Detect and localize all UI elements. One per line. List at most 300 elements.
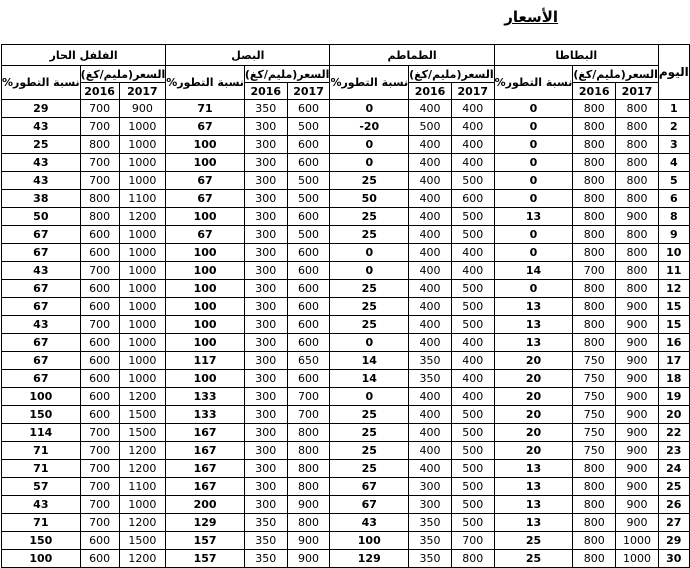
- price-cell: 1000: [119, 226, 166, 244]
- pct-cell: 67: [2, 244, 81, 262]
- pct-cell: 129: [330, 550, 409, 568]
- price-cell: 600: [80, 550, 119, 568]
- pct-cell: 150: [2, 532, 81, 550]
- price-cell: 700: [80, 118, 119, 136]
- price-cell: 400: [409, 172, 452, 190]
- price-cell: 900: [119, 100, 166, 118]
- table-row: [2, 154, 690, 172]
- price-cell: 500: [451, 514, 494, 532]
- price-cell: 500: [451, 316, 494, 334]
- price-cell: 400: [451, 136, 494, 154]
- price-cell: 800: [573, 136, 616, 154]
- price-cell: 600: [287, 334, 330, 352]
- price-cell: 400: [409, 154, 452, 172]
- price-cell: 500: [451, 442, 494, 460]
- price-cell: 900: [616, 424, 659, 442]
- price-cell: 600: [287, 136, 330, 154]
- pct-cell: 13: [494, 298, 573, 316]
- day-cell: 22: [658, 424, 689, 442]
- pct-cell: 71: [166, 100, 245, 118]
- pct-cell: 25: [330, 316, 409, 334]
- price-cell: 600: [287, 298, 330, 316]
- price-cell: 800: [616, 280, 659, 298]
- price-cell: 1500: [119, 406, 166, 424]
- price-cell: 1200: [119, 514, 166, 532]
- pct-cell: 67: [166, 172, 245, 190]
- pct-cell: 67: [330, 496, 409, 514]
- price-cell: 1000: [119, 352, 166, 370]
- price-cell: 400: [451, 388, 494, 406]
- pct-cell: 43: [330, 514, 409, 532]
- price-cell: 1000: [616, 532, 659, 550]
- pct-cell: 20: [494, 442, 573, 460]
- table-row: [2, 406, 690, 424]
- pct-cell: 67: [2, 352, 81, 370]
- pct-cell: 100: [2, 550, 81, 568]
- pct-cell: 67: [2, 298, 81, 316]
- price-cell: 1000: [119, 370, 166, 388]
- pct-cell: 43: [2, 154, 81, 172]
- price-cell: 800: [616, 244, 659, 262]
- pct-cell: 20: [494, 370, 573, 388]
- price-cell: 600: [287, 100, 330, 118]
- price-cell: 400: [409, 388, 452, 406]
- price-header: السعر(مليم/كغ): [80, 67, 166, 81]
- price-cell: 350: [409, 370, 452, 388]
- price-cell: 400: [409, 208, 452, 226]
- table-row: [2, 244, 690, 262]
- price-cell: 300: [244, 478, 287, 496]
- pct-cell: 100: [166, 244, 245, 262]
- day-cell: 9: [658, 226, 689, 244]
- pct-header: نسبة التطور%: [2, 66, 81, 100]
- price-cell: 500: [451, 460, 494, 478]
- pct-cell: 167: [166, 424, 245, 442]
- price-cell: 400: [451, 118, 494, 136]
- pct-cell: 13: [494, 334, 573, 352]
- price-cell: 1000: [119, 496, 166, 514]
- price-cell: 900: [616, 316, 659, 334]
- price-cell: 600: [451, 190, 494, 208]
- day-cell: 15: [658, 316, 689, 334]
- price-header: السعر(مليم/كغ): [409, 67, 494, 81]
- pct-cell: 0: [494, 100, 573, 118]
- vegetable-header-onion: البصل: [166, 45, 330, 66]
- day-cell: 8: [658, 208, 689, 226]
- price-cell: 400: [409, 190, 452, 208]
- day-cell: 18: [658, 370, 689, 388]
- table-row: [2, 370, 690, 388]
- price-cell: 900: [616, 370, 659, 388]
- vegetable-header-hot-pepper: الفلفل الحار: [2, 45, 166, 66]
- day-cell: 26: [658, 496, 689, 514]
- vegetable-header-potato: البطاطا: [494, 45, 658, 66]
- price-cell: 300: [244, 316, 287, 334]
- pct-cell: 0: [330, 262, 409, 280]
- price-cell: 700: [80, 478, 119, 496]
- table-body: [2, 100, 690, 568]
- year-2017-header: 2017: [451, 83, 494, 100]
- price-cell: 300: [244, 262, 287, 280]
- price-cell: 600: [287, 244, 330, 262]
- price-header: السعر(مليم/كغ): [573, 67, 658, 81]
- price-cell: 300: [244, 190, 287, 208]
- day-cell: 30: [658, 550, 689, 568]
- price-cell: 800: [616, 136, 659, 154]
- price-cell: 1000: [119, 244, 166, 262]
- price-header: السعر(مليم/كغ): [244, 67, 330, 81]
- price-cell: 350: [409, 352, 452, 370]
- pct-cell: 100: [166, 370, 245, 388]
- price-cell: 500: [451, 280, 494, 298]
- price-cell: 1000: [119, 280, 166, 298]
- price-cell: 300: [409, 496, 452, 514]
- price-cell: 900: [616, 478, 659, 496]
- table-row: [2, 280, 690, 298]
- year-2016-header: 2016: [573, 83, 616, 100]
- pct-cell: 20: [494, 352, 573, 370]
- price-cell: 400: [409, 100, 452, 118]
- pct-cell: 25: [494, 532, 573, 550]
- price-cell: 800: [573, 496, 616, 514]
- table-row: [2, 550, 690, 568]
- price-cell: 300: [244, 424, 287, 442]
- pct-cell: 13: [494, 460, 573, 478]
- day-cell: 23: [658, 442, 689, 460]
- price-cell: 600: [80, 280, 119, 298]
- price-cell: 300: [409, 478, 452, 496]
- pct-cell: 100: [2, 388, 81, 406]
- price-cell: 800: [287, 442, 330, 460]
- pct-cell: 25: [2, 136, 81, 154]
- price-cell: 800: [616, 190, 659, 208]
- price-cell: 400: [409, 262, 452, 280]
- price-cell: 300: [244, 280, 287, 298]
- pct-cell: 0: [330, 388, 409, 406]
- pct-cell: 100: [166, 262, 245, 280]
- pct-cell: 20: [494, 406, 573, 424]
- pct-cell: 14: [494, 262, 573, 280]
- price-cell: 300: [244, 208, 287, 226]
- pct-cell: 0: [330, 334, 409, 352]
- pct-cell: 67: [166, 190, 245, 208]
- day-cell: 4: [658, 154, 689, 172]
- pct-cell: 50: [330, 190, 409, 208]
- price-cell: 700: [80, 496, 119, 514]
- price-cell: 1000: [119, 298, 166, 316]
- price-cell: 400: [451, 154, 494, 172]
- price-cell: 800: [80, 208, 119, 226]
- price-cell: 900: [616, 442, 659, 460]
- pct-header: نسبة التطور%: [494, 66, 573, 100]
- price-cell: 700: [573, 262, 616, 280]
- price-cell: 500: [409, 118, 452, 136]
- price-cell: 400: [451, 352, 494, 370]
- pct-cell: 13: [494, 208, 573, 226]
- pct-cell: 43: [2, 172, 81, 190]
- price-cell: 300: [244, 244, 287, 262]
- price-cell: 800: [573, 100, 616, 118]
- price-cell: 1000: [119, 262, 166, 280]
- pct-cell: 0: [494, 118, 573, 136]
- pct-cell: 14: [330, 352, 409, 370]
- price-cell: 350: [244, 550, 287, 568]
- price-cell: 500: [287, 190, 330, 208]
- pct-cell: 20: [494, 424, 573, 442]
- price-cell: 750: [573, 370, 616, 388]
- price-cell: 400: [409, 460, 452, 478]
- price-cell: 600: [287, 208, 330, 226]
- price-cell: 900: [287, 550, 330, 568]
- day-cell: 11: [658, 262, 689, 280]
- pct-cell: 20: [494, 388, 573, 406]
- pct-cell: 0: [494, 280, 573, 298]
- pct-cell: 25: [330, 280, 409, 298]
- pct-cell: 38: [2, 190, 81, 208]
- price-cell: 600: [80, 370, 119, 388]
- table-row: [2, 100, 690, 118]
- price-cell: 600: [80, 388, 119, 406]
- pct-cell: 167: [166, 460, 245, 478]
- pct-cell: 0: [330, 244, 409, 262]
- price-cell: 900: [616, 334, 659, 352]
- price-cell: 300: [244, 118, 287, 136]
- year-2017-header: 2017: [119, 83, 166, 100]
- price-cell: 800: [573, 514, 616, 532]
- day-cell: 12: [658, 280, 689, 298]
- price-cell: 400: [409, 298, 452, 316]
- price-cell: 600: [80, 298, 119, 316]
- table-row: [2, 172, 690, 190]
- price-cell: 800: [573, 532, 616, 550]
- price-cell: 400: [451, 244, 494, 262]
- pct-cell: 43: [2, 496, 81, 514]
- table-row: [2, 460, 690, 478]
- table-row: [2, 136, 690, 154]
- table-row: [2, 424, 690, 442]
- table-row: [2, 442, 690, 460]
- price-cell: 500: [451, 226, 494, 244]
- year-2016-header: 2016: [80, 83, 119, 100]
- price-cell: 300: [244, 352, 287, 370]
- table-row: [2, 208, 690, 226]
- prices-table: [1, 44, 690, 568]
- price-cell: 1500: [119, 424, 166, 442]
- price-cell: 750: [573, 406, 616, 424]
- pct-cell: 43: [2, 316, 81, 334]
- price-cell: 700: [80, 100, 119, 118]
- price-cell: 1000: [616, 550, 659, 568]
- price-cell: 800: [573, 118, 616, 136]
- pct-cell: 117: [166, 352, 245, 370]
- price-cell: 800: [573, 298, 616, 316]
- price-cell: 900: [616, 496, 659, 514]
- pct-cell: 200: [166, 496, 245, 514]
- price-cell: 800: [573, 280, 616, 298]
- pct-cell: 25: [330, 406, 409, 424]
- price-cell: 700: [287, 406, 330, 424]
- price-cell: 500: [451, 478, 494, 496]
- pct-cell: 25: [330, 442, 409, 460]
- pct-cell: 13: [494, 496, 573, 514]
- price-cell: 1000: [119, 172, 166, 190]
- price-cell: 900: [616, 352, 659, 370]
- price-cell: 1000: [119, 154, 166, 172]
- year-2017-header: 2017: [287, 83, 330, 100]
- price-cell: 800: [287, 514, 330, 532]
- day-cell: 2: [658, 118, 689, 136]
- year-2016-header: 2016: [244, 83, 287, 100]
- price-cell: 800: [616, 262, 659, 280]
- price-cell: 400: [409, 406, 452, 424]
- day-cell: 25: [658, 478, 689, 496]
- pct-cell: 0: [494, 190, 573, 208]
- price-cell: 300: [244, 442, 287, 460]
- pct-cell: 100: [166, 136, 245, 154]
- price-cell: 700: [80, 172, 119, 190]
- page-title: الأسعار: [504, 8, 558, 26]
- pct-cell: 150: [2, 406, 81, 424]
- price-cell: 1000: [119, 316, 166, 334]
- price-cell: 600: [80, 532, 119, 550]
- pct-cell: 67: [2, 226, 81, 244]
- pct-cell: 157: [166, 550, 245, 568]
- pct-cell: 100: [330, 532, 409, 550]
- pct-cell: 0: [330, 100, 409, 118]
- price-cell: 400: [451, 100, 494, 118]
- day-cell: 1: [658, 100, 689, 118]
- table-row: [2, 478, 690, 496]
- pct-cell: 0: [494, 226, 573, 244]
- price-cell: 800: [573, 550, 616, 568]
- price-cell: 300: [244, 172, 287, 190]
- pct-cell: 157: [166, 532, 245, 550]
- price-cell: 600: [80, 406, 119, 424]
- price-cell: 350: [244, 100, 287, 118]
- price-cell: 400: [409, 442, 452, 460]
- price-cell: 600: [80, 244, 119, 262]
- price-cell: 900: [616, 208, 659, 226]
- pct-cell: 67: [2, 370, 81, 388]
- price-cell: 400: [451, 370, 494, 388]
- pct-cell: 13: [494, 316, 573, 334]
- price-cell: 800: [80, 190, 119, 208]
- price-cell: 600: [287, 316, 330, 334]
- pct-cell: 67: [2, 334, 81, 352]
- day-cell: 20: [658, 406, 689, 424]
- price-cell: 400: [409, 316, 452, 334]
- price-cell: 800: [573, 154, 616, 172]
- pct-cell: 0: [494, 154, 573, 172]
- pct-cell: 133: [166, 406, 245, 424]
- price-cell: 900: [616, 514, 659, 532]
- price-cell: 700: [80, 442, 119, 460]
- day-column-header: اليوم: [658, 45, 689, 100]
- table-row: [2, 298, 690, 316]
- pct-cell: 43: [2, 262, 81, 280]
- price-cell: 800: [573, 244, 616, 262]
- price-cell: 400: [409, 226, 452, 244]
- pct-cell: 13: [494, 514, 573, 532]
- price-cell: 500: [451, 208, 494, 226]
- price-cell: 750: [573, 442, 616, 460]
- price-cell: 750: [573, 388, 616, 406]
- price-cell: 800: [573, 316, 616, 334]
- year-2016-header: 2016: [409, 83, 452, 100]
- pct-cell: 67: [166, 226, 245, 244]
- price-cell: 700: [80, 316, 119, 334]
- price-cell: 350: [409, 514, 452, 532]
- pct-cell: 25: [330, 226, 409, 244]
- pct-cell: 71: [2, 514, 81, 532]
- pct-cell: 100: [166, 334, 245, 352]
- price-cell: 800: [573, 334, 616, 352]
- table-row: [2, 532, 690, 550]
- pct-cell: 71: [2, 460, 81, 478]
- price-cell: 800: [80, 136, 119, 154]
- price-cell: 900: [287, 496, 330, 514]
- price-cell: 600: [80, 226, 119, 244]
- price-cell: 800: [616, 100, 659, 118]
- price-cell: 900: [616, 388, 659, 406]
- pct-cell: 25: [330, 298, 409, 316]
- price-cell: 800: [287, 424, 330, 442]
- price-cell: 800: [287, 460, 330, 478]
- pct-cell: 67: [166, 118, 245, 136]
- price-cell: 900: [287, 532, 330, 550]
- pct-cell: 0: [494, 172, 573, 190]
- price-cell: 650: [287, 352, 330, 370]
- price-cell: 1100: [119, 190, 166, 208]
- pct-cell: 29: [2, 100, 81, 118]
- pct-cell: 25: [330, 172, 409, 190]
- price-cell: 800: [573, 226, 616, 244]
- price-cell: 500: [451, 406, 494, 424]
- price-cell: 300: [244, 298, 287, 316]
- price-cell: 300: [244, 388, 287, 406]
- price-cell: 350: [409, 532, 452, 550]
- price-cell: 300: [244, 226, 287, 244]
- table-row: [2, 514, 690, 532]
- price-cell: 800: [451, 550, 494, 568]
- pct-cell: 129: [166, 514, 245, 532]
- pct-cell: 25: [494, 550, 573, 568]
- price-cell: 800: [573, 478, 616, 496]
- pct-cell: 57: [2, 478, 81, 496]
- pct-header: نسبة التطور%: [166, 66, 245, 100]
- price-cell: 700: [80, 514, 119, 532]
- table-row: [2, 316, 690, 334]
- pct-cell: 133: [166, 388, 245, 406]
- price-cell: 600: [287, 370, 330, 388]
- price-cell: 300: [244, 334, 287, 352]
- day-cell: 19: [658, 388, 689, 406]
- price-cell: 400: [409, 244, 452, 262]
- price-cell: 400: [409, 334, 452, 352]
- pct-cell: 13: [494, 478, 573, 496]
- price-cell: 1500: [119, 532, 166, 550]
- price-cell: 600: [80, 334, 119, 352]
- price-cell: 800: [573, 460, 616, 478]
- price-cell: 900: [616, 406, 659, 424]
- price-cell: 800: [287, 478, 330, 496]
- price-cell: 1100: [119, 478, 166, 496]
- pct-cell: 0: [494, 244, 573, 262]
- pct-cell: 0: [330, 154, 409, 172]
- price-cell: 800: [616, 172, 659, 190]
- price-cell: 750: [573, 352, 616, 370]
- price-cell: 300: [244, 136, 287, 154]
